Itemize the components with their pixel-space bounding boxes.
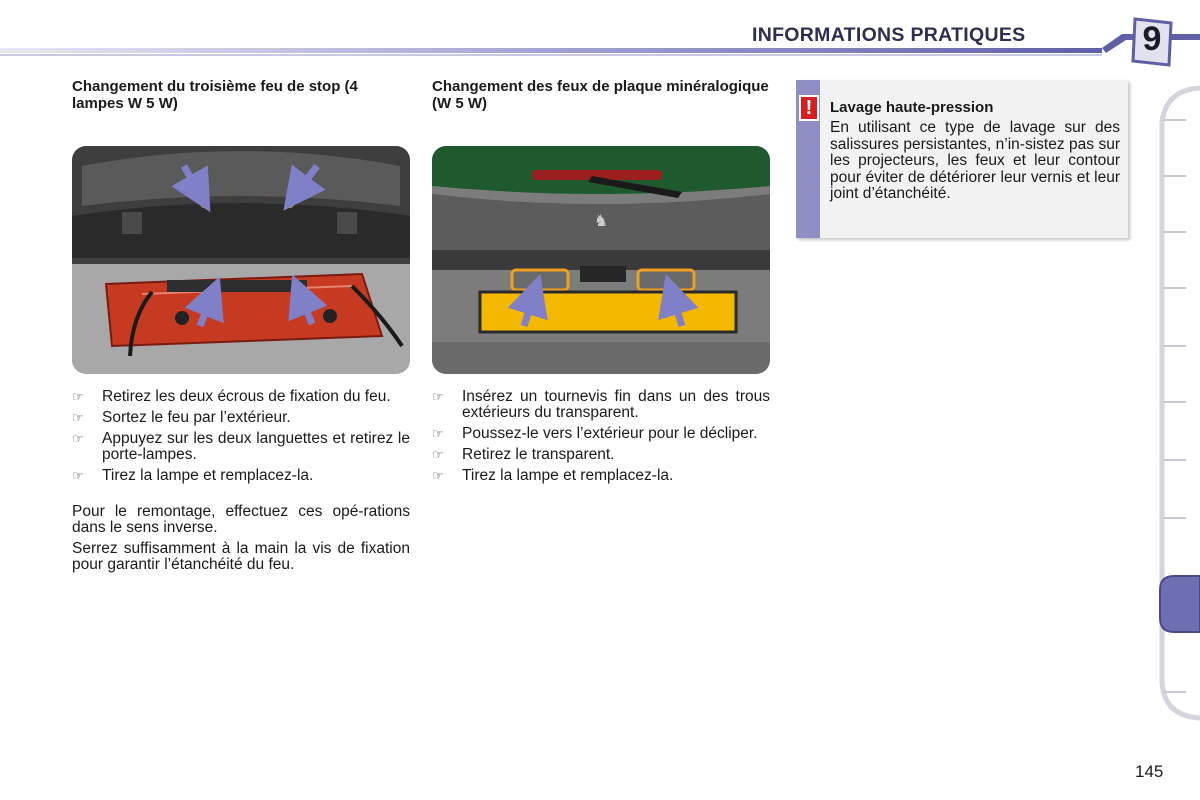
pointing-hand-icon: ☞ bbox=[432, 447, 444, 462]
third-brake-light-section bbox=[72, 78, 410, 148]
pointing-hand-icon: ☞ bbox=[432, 389, 444, 404]
pointing-hand-icon: ☞ bbox=[432, 426, 444, 441]
list-item: ☞ Appuyez sur les deux languettes et retirez le porte-lampes. bbox=[72, 430, 410, 463]
list-item: ☞ Tirez la lampe et remplacez-la. bbox=[72, 467, 314, 484]
licence-plate-light-steps bbox=[432, 389, 770, 489]
warning-title: Lavage haute-pression bbox=[830, 99, 994, 116]
section-title-third-brake-light: Changement du troisième feu de stop (4 lampes W 5 W) bbox=[72, 78, 358, 112]
chapter-tabs[interactable] bbox=[1156, 82, 1200, 722]
pointing-hand-icon: ☞ bbox=[72, 468, 84, 483]
pointing-hand-icon: ☞ bbox=[72, 431, 84, 446]
chapter-number: 9 bbox=[1142, 20, 1162, 58]
licence-plate-light-illustration bbox=[432, 146, 770, 374]
third-brake-light-steps bbox=[72, 389, 410, 489]
warning-icon: ! bbox=[799, 95, 819, 121]
section-title-plate-light: Changement des feux de plaque minéralogique (W 5 W) bbox=[432, 78, 769, 112]
list-item: ☞ Sortez le feu par l’extérieur. bbox=[72, 409, 291, 426]
list-item: ☞ Tirez la lampe et remplacez-la. bbox=[432, 467, 674, 484]
warning-text: En utilisant ce type de lavage sur des salissures persistantes, n’in-sistez pas sur les projecteurs, les feux et leur contour pour éviter de détériorer leur vernis et leur joint d’étanchéité. bbox=[830, 119, 1120, 202]
tightening-note: Serrez suffisamment à la main la vis de fixation pour garantir l’étanchéité du feu. bbox=[72, 540, 410, 573]
list-item: ☞ Poussez-le vers l’extérieur pour le décliper. bbox=[432, 425, 758, 442]
list-item: ☞ Retirez le transparent. bbox=[432, 446, 615, 463]
third-brake-light-illustration bbox=[72, 146, 410, 374]
page-number: 145 bbox=[1135, 762, 1164, 781]
pointing-hand-icon: ☞ bbox=[432, 468, 444, 483]
licence-plate-light-section bbox=[432, 78, 770, 148]
svg-text:♞: ♞ bbox=[593, 211, 609, 230]
chapter-title: INFORMATIONS PRATIQUES bbox=[752, 24, 1026, 46]
pointing-hand-icon: ☞ bbox=[72, 410, 84, 425]
pointing-hand-icon: ☞ bbox=[72, 389, 84, 404]
list-item: ☞ Insérez un tournevis fin dans un des trous extérieurs du transparent. bbox=[432, 388, 770, 421]
list-item: ☞ Retirez les deux écrous de fixation du feu. bbox=[72, 388, 391, 405]
reassembly-note: Pour le remontage, effectuez ces opé-rations dans le sens inverse. bbox=[72, 503, 410, 536]
high-pressure-wash-warning bbox=[796, 80, 1128, 238]
